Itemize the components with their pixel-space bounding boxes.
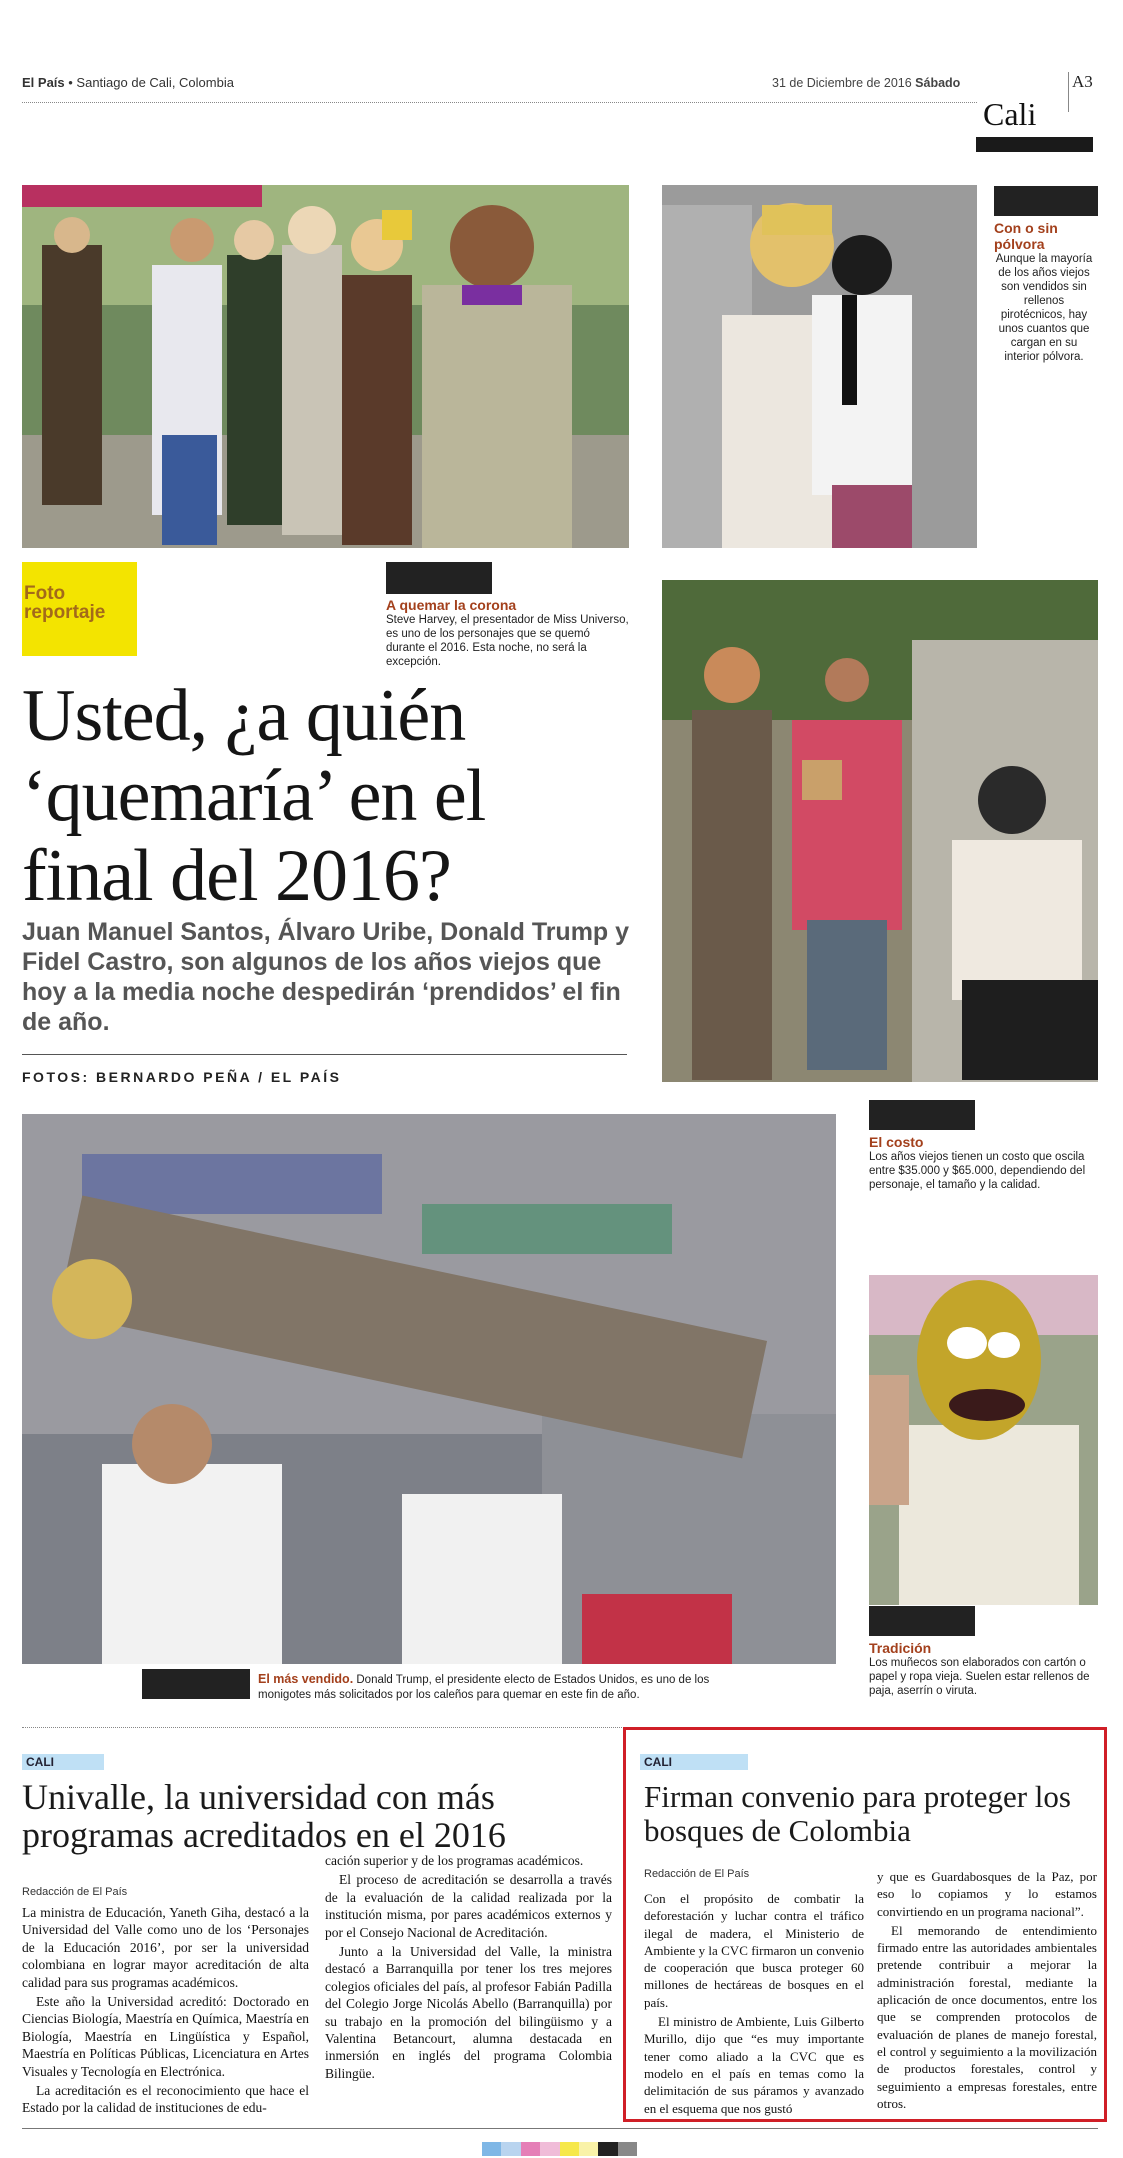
headline-line-3: final del 2016? <box>22 835 451 917</box>
photo-street-vendors <box>662 580 1098 1082</box>
caption-tab-corona <box>386 562 492 594</box>
article-right-col-2 <box>877 1868 1097 2114</box>
article-left-col-1 <box>22 1904 309 2119</box>
article-left-p4: cación superior y de los programas académicos. <box>325 1853 584 1868</box>
caption-tab-vendido <box>142 1669 250 1699</box>
caption-tab-costo <box>869 1100 975 1130</box>
paper-location: • Santiago de Cali, Colombia <box>64 75 234 90</box>
page-edge-rule <box>1068 72 1069 112</box>
article-right-p3: y que es Guardabosques de la Paz, por eso lo copiamos y lo estamos convirtiendo en un programa nacional”. <box>877 1869 1097 1919</box>
photo-credit: FOTOS: BERNARDO PEÑA / EL PAÍS <box>22 1069 342 1085</box>
caption-vendido <box>258 1672 728 1703</box>
article-left-tag: CALI <box>22 1754 104 1770</box>
section-bar <box>976 137 1093 152</box>
article-left-p5: El proceso de acreditación se desarrolla a través de la evaluación de la calidad realizada por la institución misma, por pares académicos externos y por el Consejo Nacional de Acreditación. <box>325 1872 612 1940</box>
section-name: Cali <box>983 96 1037 132</box>
headline-line-2: ‘quemaría’ en el <box>22 755 486 837</box>
footer-rule <box>22 2128 1098 2129</box>
kicker-line-2: reportaje <box>24 602 106 623</box>
caption-tab-polvora <box>994 186 1098 216</box>
photo-dolls-vendor <box>22 185 629 548</box>
article-right-p2: El ministro de Ambiente, Luis Gilberto Murillo, dijo que “es muy importante tener como aliado a la CVC que es modelo en el país en temas como la delimitación de sus páramos y avanzado en el esquema que nos gustó <box>644 2014 864 2116</box>
article-left-p6: Junto a la Universidad del Valle, la ministra destacó a Barranquilla por tener los tres mejores colegios oficiales del país, al profesor Fabián Padilla del Colegio Jorge Nicolás Abello (Barranquilla) por su trabajo en la promoción del bilingüismo y a Valentina Betancourt, alumna destacada en inmersión en inglés del programa Colombia Bilingüe. <box>325 1944 612 2081</box>
header-rule <box>22 102 977 103</box>
caption-tab-tradicion <box>869 1606 975 1636</box>
caption-title-costo: El costo <box>869 1134 924 1150</box>
caption-body-corona: Steve Harvey, el presentador de Miss Universo, es uno de los personajes que se quemó durante el 2016. Esta noche, no será la excepción. <box>386 614 629 668</box>
article-left-byline: Redacción de El País <box>22 1886 128 1898</box>
feature-subhead: Juan Manuel Santos, Álvaro Uribe, Donald Trump y Fidel Castro, son algunos de los años viejos que hoy a la media noche despedirán ‘prendidos’ el fin de año. <box>22 918 630 1036</box>
article-left-p3: La acreditación es el reconocimiento que hace el Estado por la calidad de instituciones de edu- <box>22 2083 309 2116</box>
article-left-col-2 <box>325 1852 612 2084</box>
issue-day: Sábado <box>915 76 961 90</box>
caption-title-polvora: Con o sin pólvora <box>994 220 1058 252</box>
caption-body-vendido: Donald Trump, el presidente electo de Estados Unidos, es uno de los monigotes más solicitados por los caleños para quemar en este fin de año. <box>258 1674 710 1701</box>
foto-reportaje-kicker <box>22 562 137 656</box>
headline-line-1: Usted, ¿a quién <box>22 675 466 757</box>
kicker-line-1: Foto <box>24 583 66 604</box>
article-left-p1: La ministra de Educación, Yaneth Giha, destacó a la Universidad del Valle como uno de los ‘Personajes de la Educación 2016’, por ser la universidad colombiana en lograr mayor acreditación de alta calidad para sus programas académicos. <box>22 1905 309 1990</box>
subhead-rule <box>22 1054 627 1055</box>
caption-title-corona: A quemar la corona <box>386 597 517 613</box>
article-right-p1: Con el propósito de combatir la deforestación y luchar contra el tráfico ilegal de madera, el Ministerio de Ambiente y la CVC firmaron un convenio de cooperación que busca proteger 60 millones de hectáreas de bosques en el país. <box>644 1891 864 2010</box>
article-right-byline: Redacción de El País <box>644 1868 750 1880</box>
article-right-tag: CALI <box>640 1754 748 1770</box>
issue-date: 31 de Diciembre de 2016 <box>772 76 912 90</box>
feature-headline <box>22 676 642 916</box>
paper-name: El País <box>22 75 65 90</box>
caption-body-costo: Los años viejos tienen un costo que oscila entre $35.000 y $65.000, dependiendo del personaje, el tamaño y la calidad. <box>869 1151 1086 1191</box>
article-right-p4: El memorando de entendimiento firmado entre las autoridades ambientales pretende contribuir a mejorar la administración forestal, mediante la aplicación de once documentos, entre los que se comprenden protocolos de evaluación de planes de manejo forestal, el control y seguimiento a la movilización de productos forestales, control y seguimiento a empresas forestales, entre otros. <box>877 1922 1097 2111</box>
page-number: A3 <box>1072 72 1093 91</box>
article-right-col-1 <box>644 1890 864 2119</box>
caption-title-vendido: El más vendido. <box>258 1672 354 1686</box>
caption-title-tradicion: Tradición <box>869 1640 932 1656</box>
article-right-headline: Firman convenio para proteger los bosques de Colombia <box>644 1779 1071 1848</box>
caption-body-polvora: Aunque la mayoría de los años viejos son vendidos sin rellenos pirotécnicos, hay unos cuantos que cargan en su interior pólvora. <box>995 253 1093 363</box>
photo-homer-doll <box>869 1275 1098 1605</box>
caption-body-tradicion: Los muñecos son elaborados con cartón o papel y ropa vieja. Suelen estar rellenos de paja, aserrín o viruta. <box>869 1657 1090 1697</box>
masthead-left <box>22 75 234 90</box>
article-left-p2: Este año la Universidad acreditó: Doctorado en Ciencias Biología, Maestría en Química, Maestría en Biología, Maestría en Lingüística y Español, Maestría en Políticas Públicas, Licenciatura en Artes Visuales y Tecnología en Electrónica. <box>22 1994 309 2079</box>
masthead-date <box>772 76 960 90</box>
photo-trump-hug <box>662 185 977 548</box>
color-registration-strip <box>482 2142 637 2156</box>
photo-trump-doll-carried <box>22 1114 836 1664</box>
article-left-headline: Univalle, la universidad con más programas acreditados en el 2016 <box>22 1777 506 1855</box>
